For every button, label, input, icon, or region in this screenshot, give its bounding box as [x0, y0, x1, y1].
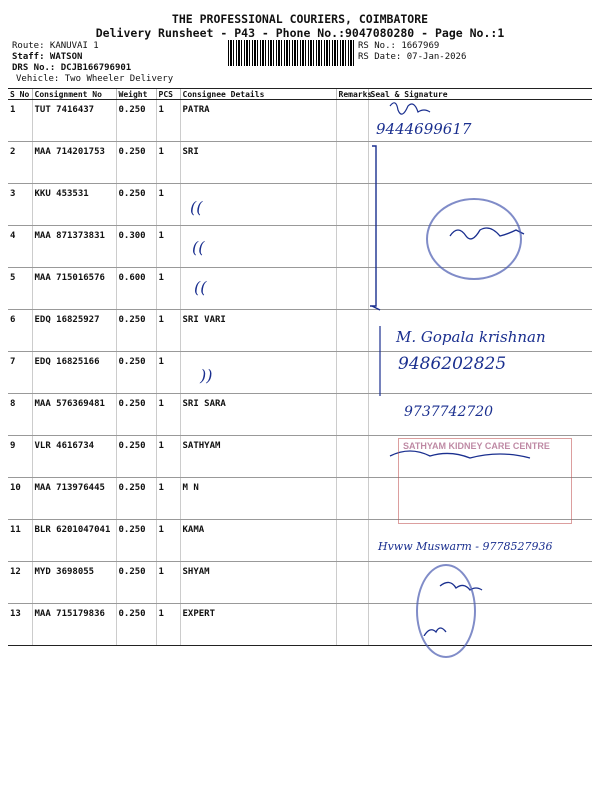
row-pcs: 1	[156, 184, 180, 226]
row-consignment: MYD 3698055	[32, 562, 116, 604]
row-pcs: 1	[156, 226, 180, 268]
row-sno: 3	[8, 184, 32, 226]
ditto-7: ))	[200, 366, 213, 385]
row-consignee: SATHYAM	[180, 436, 336, 478]
row-consignment: KKU 453531	[32, 184, 116, 226]
staff-label: Staff: WATSON	[12, 52, 83, 62]
row-consignment: BLR 6201047041	[32, 520, 116, 562]
row-consignment: VLR 4616734	[32, 436, 116, 478]
row-consignee: KAMA	[180, 520, 336, 562]
signature-6-phone: 9486202825	[398, 354, 507, 374]
col-consignee: Consignee Details	[180, 89, 336, 100]
row-sno: 11	[8, 520, 32, 562]
row-weight: 0.250	[116, 436, 156, 478]
rs-date: RS Date: 07-Jan-2026	[358, 52, 467, 62]
col-consignment: Consignment No	[32, 89, 116, 100]
hospital-stamp	[398, 438, 572, 524]
signature-1-phone: 9444699617	[376, 120, 472, 138]
row-pcs: 1	[156, 310, 180, 352]
rs-number: RS No.: 1667969	[358, 41, 440, 51]
route-label: Route: KANUVAI 1	[12, 41, 99, 51]
drs-label: DRS No.: DCJB166796901	[12, 63, 132, 73]
col-pcs: PCS	[156, 89, 180, 100]
row-consignee: SRI SARA	[180, 394, 336, 436]
row-pcs: 1	[156, 562, 180, 604]
row-weight: 0.250	[116, 394, 156, 436]
ditto-4: ((	[192, 238, 205, 257]
row-consignee: M N	[180, 478, 336, 520]
row-consignment: MAA 715179836	[32, 604, 116, 646]
row-sno: 5	[8, 268, 32, 310]
row-consignee: PATRA	[180, 100, 336, 142]
document-subtitle: Delivery Runsheet - P43 - Phone No.:9047080280 - Page No.:1	[95, 26, 505, 40]
barcode	[228, 40, 354, 66]
row-consignee: SRI VARI	[180, 310, 336, 352]
row-weight: 0.250	[116, 604, 156, 646]
ditto-5: ((	[194, 278, 207, 297]
col-weight: Weight	[116, 89, 156, 100]
row-weight: 0.300	[116, 226, 156, 268]
row-pcs: 1	[156, 352, 180, 394]
row-sno: 2	[8, 142, 32, 184]
signature-11-name: Hvww Muswarm - 9778527936	[378, 540, 553, 553]
row-pcs: 1	[156, 520, 180, 562]
signature-6-name: M. Gopala krishnan	[396, 328, 546, 346]
row-sno: 1	[8, 100, 32, 142]
round-stamp-top	[426, 198, 522, 280]
row-pcs: 1	[156, 436, 180, 478]
row-weight: 0.250	[116, 142, 156, 184]
ditto-3: ((	[190, 198, 203, 217]
row-consignee: SHYAM	[180, 562, 336, 604]
row-sno: 10	[8, 478, 32, 520]
row-weight: 0.250	[116, 352, 156, 394]
vehicle-label: Vehicle: Two Wheeler Delivery	[16, 74, 174, 84]
row-sno: 12	[8, 562, 32, 604]
row-sno: 7	[8, 352, 32, 394]
row-pcs: 1	[156, 604, 180, 646]
row-sno: 9	[8, 436, 32, 478]
row-weight: 0.250	[116, 478, 156, 520]
row-pcs: 1	[156, 142, 180, 184]
col-sno: S No	[8, 89, 32, 100]
row-weight: 0.250	[116, 310, 156, 352]
row-pcs: 1	[156, 268, 180, 310]
row-consignee	[180, 184, 336, 226]
row-consignment: MAA 576369481	[32, 394, 116, 436]
col-seal: Seal & Signature	[368, 89, 592, 100]
row-pcs: 1	[156, 478, 180, 520]
row-sno: 8	[8, 394, 32, 436]
round-stamp-bottom	[416, 564, 476, 658]
col-remarks: Remarks	[336, 89, 368, 100]
row-consignment: MAA 871373831	[32, 226, 116, 268]
row-weight: 0.250	[116, 100, 156, 142]
row-consignee: EXPERT	[180, 604, 336, 646]
row-sno: 4	[8, 226, 32, 268]
row-consignment: MAA 714201753	[32, 142, 116, 184]
row-consignment: MAA 715016576	[32, 268, 116, 310]
signature-8-phone: 9737742720	[404, 404, 494, 420]
row-consignment: TUT 7416437	[32, 100, 116, 142]
row-consignment: EDQ 16825166	[32, 352, 116, 394]
row-consignee: SRI	[180, 142, 336, 184]
row-consignment: MAA 713976445	[32, 478, 116, 520]
hospital-stamp-text: SATHYAM KIDNEY CARE CENTRE	[403, 441, 550, 451]
row-weight: 0.250	[116, 520, 156, 562]
row-pcs: 1	[156, 394, 180, 436]
row-weight: 0.250	[116, 562, 156, 604]
row-consignment: EDQ 16825927	[32, 310, 116, 352]
row-weight: 0.600	[116, 268, 156, 310]
row-sno: 6	[8, 310, 32, 352]
row-weight: 0.250	[116, 184, 156, 226]
row-sno: 13	[8, 604, 32, 646]
row-pcs: 1	[156, 100, 180, 142]
document-title: THE PROFESSIONAL COURIERS, COIMBATORE	[171, 12, 429, 26]
